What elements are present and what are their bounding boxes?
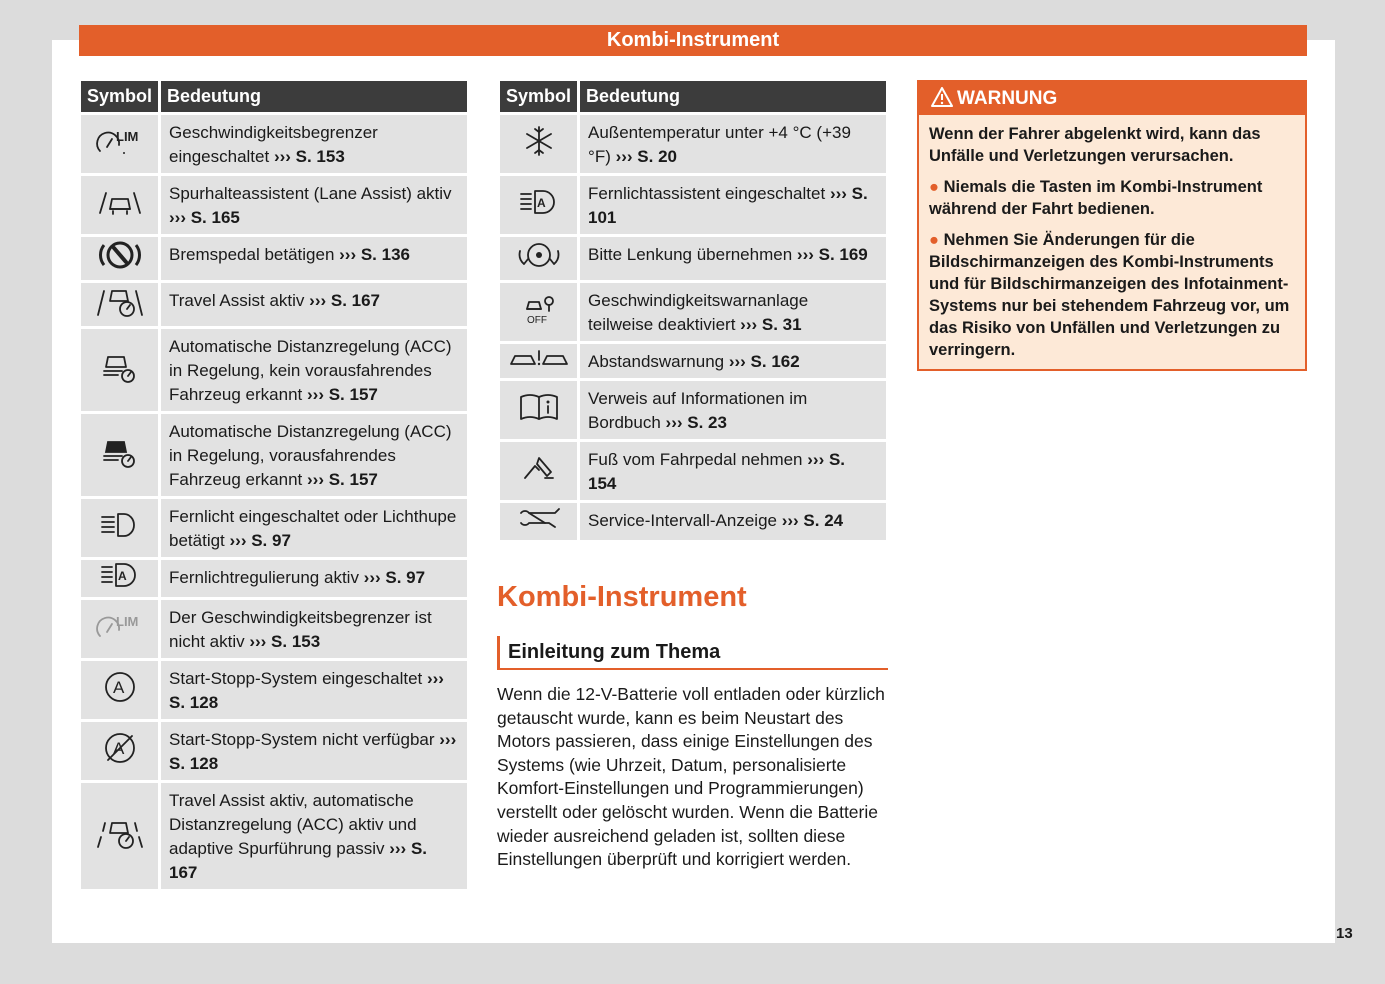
symbol-cell xyxy=(81,414,161,496)
meaning-cell xyxy=(580,442,886,500)
meaning-cell xyxy=(161,115,467,173)
page-reference: ››› S. 23 xyxy=(665,413,727,432)
high-beam-icon xyxy=(98,510,142,547)
meaning-cell xyxy=(161,283,467,326)
travel-assist-passive-icon xyxy=(94,815,146,858)
meaning-text: Travel Assist aktiv, automatische Distanzregelung (ACC) aktiv und adaptive Spurführung passiv xyxy=(169,791,417,858)
meaning-cell xyxy=(161,499,467,557)
table-row xyxy=(500,237,886,280)
brake-pedal-icon xyxy=(97,237,143,280)
table-row xyxy=(81,600,467,658)
travel-assist-icon xyxy=(94,283,146,326)
meaning-cell xyxy=(580,176,886,234)
meaning-column-header: Bedeutung xyxy=(580,81,886,112)
manual-info-icon xyxy=(517,389,561,432)
start-stop-unavailable-icon xyxy=(100,730,140,773)
symbol-cell xyxy=(81,115,161,173)
symbol-table-right xyxy=(500,78,886,543)
svg-text:A: A xyxy=(112,677,124,697)
symbol-cell xyxy=(81,722,161,780)
symbol-cell xyxy=(500,381,580,439)
page-reference: ››› S. 162 xyxy=(728,352,800,371)
symbol-cell xyxy=(500,283,580,341)
warning-box xyxy=(917,80,1307,371)
table-row xyxy=(81,722,467,780)
page-reference: ››› S. 153 xyxy=(273,147,345,166)
meaning-cell xyxy=(161,560,467,597)
bullet-icon: ● xyxy=(929,231,944,249)
snowflake-icon xyxy=(521,123,557,166)
meaning-text: Automatische Distanzregelung (ACC) in Regelung, vorausfahrendes Fahrzeug erkannt xyxy=(169,422,452,489)
symbol-cell xyxy=(500,115,580,173)
table-row xyxy=(500,344,886,378)
speed-limiter-lim-icon xyxy=(94,123,146,166)
table-row xyxy=(81,329,467,411)
symbol-table-left xyxy=(81,78,467,892)
table-row xyxy=(81,783,467,889)
symbol-cell xyxy=(81,237,161,280)
symbol-column-header: Symbol xyxy=(81,81,161,112)
table-row xyxy=(500,176,886,234)
svg-text:OFF: OFF xyxy=(526,314,547,326)
meaning-text: Start-Stopp-System eingeschaltet xyxy=(169,669,423,688)
page-reference: ››› S. 157 xyxy=(307,470,378,489)
page-reference: ››› S. 97 xyxy=(229,531,291,550)
table-row xyxy=(81,115,467,173)
meaning-text: Fernlichtassistent eingeschaltet xyxy=(588,184,826,203)
meaning-text: Service-Intervall-Anzeige xyxy=(588,511,777,530)
page-reference: ››› S. 157 xyxy=(307,385,378,404)
acc-no-vehicle-icon xyxy=(96,349,144,392)
page-reference: ››› S. 165 xyxy=(169,208,240,227)
page-reference: ››› S. 136 xyxy=(339,245,410,264)
page-number: 13 xyxy=(1336,925,1353,942)
symbol-cell xyxy=(81,600,161,658)
meaning-text: Außentemperatur unter +4 °C (+39 °F) xyxy=(588,123,851,166)
symbol-cell xyxy=(81,783,161,889)
page-reference: ››› S. 167 xyxy=(169,839,428,882)
take-steering-icon xyxy=(514,237,564,280)
page-reference: ››› S. 128 xyxy=(169,669,444,712)
foot-off-pedal-icon xyxy=(519,450,559,493)
subsection-title: Einleitung zum Thema xyxy=(497,636,888,670)
acc-vehicle-detected-icon xyxy=(96,434,144,477)
warning-header xyxy=(919,82,1305,115)
meaning-text: Verweis auf Informationen im Bordbuch xyxy=(588,389,808,432)
meaning-text: Start-Stopp-System nicht verfügbar xyxy=(169,730,435,749)
meaning-cell xyxy=(580,503,886,540)
table-row xyxy=(81,283,467,326)
symbol-cell xyxy=(81,661,161,719)
body-paragraph: Wenn die 12-V-Batterie voll entladen oder kürzlich getauscht wurde, kann es beim Neustart des Motors passieren, dass einige Einstellungen des Systems (wie Uhrzeit, Datum, personalisierte Komfort-Einstellungen und Programmierungen) verstellt oder gelöscht wurden. Wenn die Batterie wieder ausreichend geladen ist, sollten diese Einstellungen überprüft und korrigiert werden. xyxy=(497,684,885,870)
warning-body xyxy=(919,115,1305,361)
meaning-text: Geschwindigkeitswarnanlage teilweise deaktiviert xyxy=(588,291,809,334)
table-row xyxy=(500,115,886,173)
svg-text:LIM: LIM xyxy=(115,613,138,629)
table-row xyxy=(81,499,467,557)
page-reference: ››› S. 154 xyxy=(588,450,846,493)
meaning-text: Geschwindigkeitsbegrenzer eingeschaltet xyxy=(169,123,378,166)
symbol-cell xyxy=(81,283,161,326)
table-row xyxy=(81,237,467,280)
meaning-cell xyxy=(161,414,467,496)
symbol-cell xyxy=(81,329,161,411)
section-title: Kombi-Instrument xyxy=(497,581,747,613)
meaning-cell xyxy=(161,722,467,780)
table-row xyxy=(500,442,886,500)
page-reference: ››› S. 20 xyxy=(615,147,677,166)
meaning-cell xyxy=(580,283,886,341)
meaning-text: Spurhalteassistent (Lane Assist) aktiv xyxy=(169,184,452,203)
wrench-icon xyxy=(515,503,563,540)
svg-text:A: A xyxy=(536,195,546,210)
svg-text:LIM: LIM xyxy=(115,128,138,144)
warning-title: WARNUNG xyxy=(957,88,1058,109)
page-reference: ››› S. 169 xyxy=(796,245,868,264)
meaning-cell xyxy=(580,115,886,173)
start-stop-icon xyxy=(100,669,140,712)
symbol-cell xyxy=(500,344,580,378)
page-reference: ››› S. 167 xyxy=(309,291,381,310)
distance-warning-icon xyxy=(507,346,571,377)
svg-text:A: A xyxy=(117,569,127,583)
symbol-cell xyxy=(81,176,161,234)
warning-bullet xyxy=(929,229,1295,361)
warning-triangle-icon xyxy=(931,87,953,107)
table-row xyxy=(81,176,467,234)
page-reference: ››› S. 128 xyxy=(169,730,457,773)
meaning-text: Travel Assist aktiv xyxy=(169,291,305,310)
high-beam-auto-icon xyxy=(98,560,142,597)
meaning-text: Fernlichtregulierung aktiv xyxy=(169,568,359,587)
page-reference: ››› S. 31 xyxy=(740,315,802,334)
page-header: Kombi-Instrument xyxy=(79,25,1307,56)
page-reference: ››› S. 153 xyxy=(249,632,321,651)
meaning-cell xyxy=(161,237,467,280)
symbol-column-header: Symbol xyxy=(500,81,580,112)
page-reference: ››› S. 24 xyxy=(781,511,844,530)
meaning-cell xyxy=(580,381,886,439)
high-beam-assist-icon xyxy=(517,187,561,224)
meaning-cell xyxy=(161,661,467,719)
meaning-text: Bremspedal betätigen xyxy=(169,245,335,264)
meaning-text: Abstandswarnung xyxy=(588,352,725,371)
page-reference: ››› S. 101 xyxy=(588,184,868,227)
meaning-text: Fernlicht eingeschaltet oder Lichthupe betätigt xyxy=(169,507,457,550)
meaning-cell xyxy=(161,176,467,234)
table-row xyxy=(500,503,886,540)
meaning-text: Fuß vom Fahrpedal nehmen xyxy=(588,450,803,469)
table-row xyxy=(500,381,886,439)
symbol-cell xyxy=(81,499,161,557)
meaning-cell xyxy=(161,600,467,658)
bullet-icon: ● xyxy=(929,178,944,196)
svg-text:A: A xyxy=(112,738,124,758)
meaning-cell xyxy=(580,344,886,378)
meaning-text: Bitte Lenkung übernehmen xyxy=(588,245,793,264)
table-row xyxy=(81,560,467,597)
meaning-cell xyxy=(161,783,467,889)
table-row xyxy=(81,661,467,719)
symbol-cell xyxy=(500,442,580,500)
warning-bullet-text: Niemals die Tasten im Kombi-Instrument während der Fahrt bedienen. xyxy=(929,178,1263,218)
speed-warning-off-icon xyxy=(519,289,559,336)
page-reference: ››› S. 97 xyxy=(363,568,426,587)
meaning-text: Der Geschwindigkeitsbegrenzer ist nicht aktiv xyxy=(169,608,432,651)
symbol-cell xyxy=(81,560,161,597)
symbol-cell xyxy=(500,176,580,234)
warning-bullet xyxy=(929,176,1295,220)
symbol-cell xyxy=(500,237,580,280)
meaning-column-header: Bedeutung xyxy=(161,81,467,112)
warning-intro: Wenn der Fahrer abgelenkt wird, kann das Unfälle und Verletzungen verursachen. xyxy=(929,125,1261,165)
symbol-cell xyxy=(500,503,580,540)
warning-bullet-text: Nehmen Sie Änderungen für die Bildschirmanzeigen des Kombi-Instruments und für Bildschirmanzeigen des Infotainment-Systems nur bei stehendem Fahrzeug vor, um das Risiko von Unfällen und Verletzungen zu verringern. xyxy=(929,231,1290,359)
meaning-text: Automatische Distanzregelung (ACC) in Regelung, kein vorausfahrendes Fahrzeug erkannt xyxy=(169,337,452,404)
table-row xyxy=(81,414,467,496)
lane-assist-icon xyxy=(96,187,144,224)
table-row xyxy=(500,283,886,341)
speed-limiter-inactive-icon xyxy=(94,608,146,651)
meaning-cell xyxy=(580,237,886,280)
meaning-cell xyxy=(161,329,467,411)
